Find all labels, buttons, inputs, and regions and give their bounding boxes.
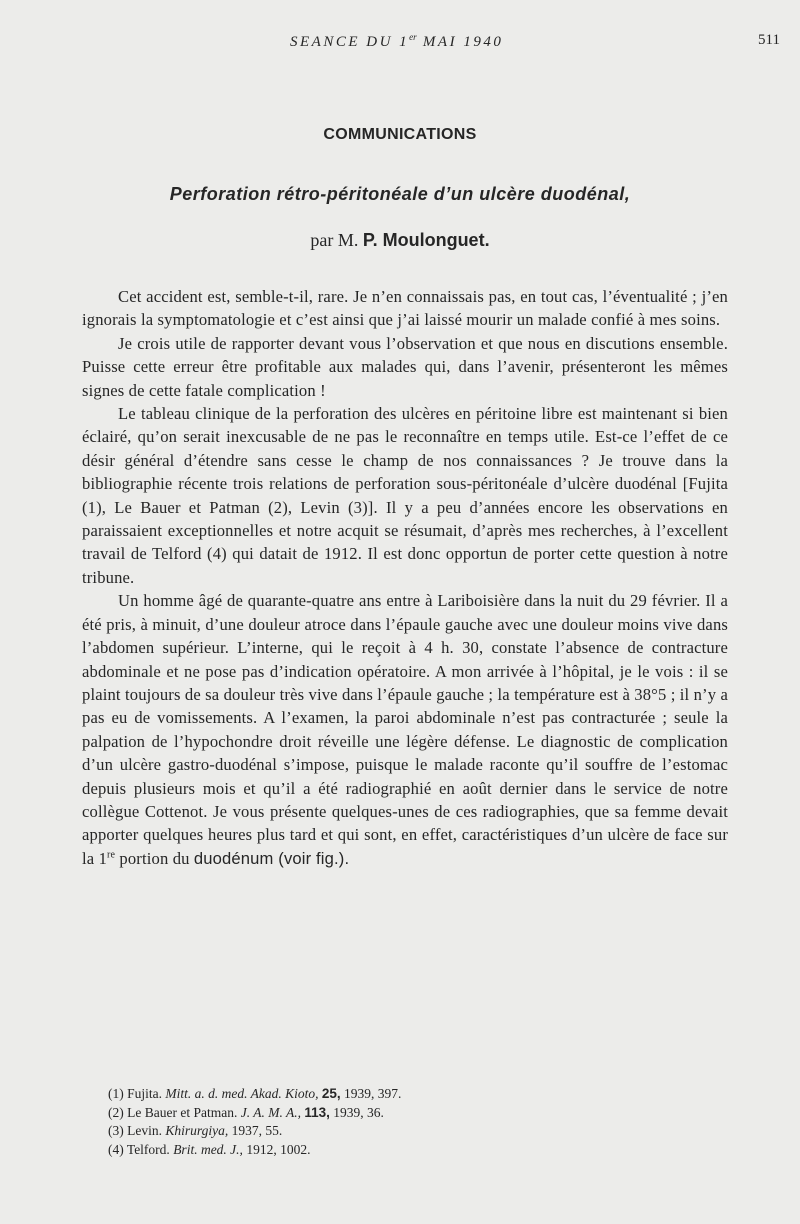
- paragraph-4: [82, 589, 728, 870]
- footnote-number: (4): [108, 1141, 124, 1157]
- running-header-title: [290, 32, 503, 51]
- paragraph-4-mid: portion du: [115, 848, 194, 868]
- footnote-number: (1): [108, 1086, 124, 1101]
- header-title-text: SEANCE DU 1: [290, 34, 410, 50]
- footnote-journal: J. A. M. A.,: [240, 1104, 301, 1120]
- footnote-3: [108, 1122, 708, 1141]
- footnote-journal: Khirurgiya,: [165, 1123, 229, 1138]
- footnote-2: [108, 1104, 708, 1123]
- footnote-author: Fujita.: [127, 1086, 163, 1101]
- paragraph-4-tail: duodénum (voir fig.).: [193, 848, 350, 868]
- paragraph-4-main: Un homme âgé de quarante-quatre ans entre à Lariboisière dans la nuit du 29 février. Il a été pris, à minuit, d’une douleur atroce dans l’épaule gauche avec une douleur moins vive dans l’abdomen supérieur. L’interne, qui le reçoit à 4 h. 30, constate l’absence de contracture abdominale et ne pose pas d’indication opératoire. A mon arrivée à l’hôpital, je le vois : il se plaint toujours de sa douleur très vive dans l’épaule gauche ; la température est à 38°5 ; il n’y a pas eu de vomissements. A l’examen, la paroi abdominale n’est pas contracturée ; seule la palpation de l’hypochondre droit réveille une légère défense. Le diagnostic de complication d’un ulcère gastro-duodénal s’impose, puisque le malade raconte qu’il souffre de l’estomac depuis plusieurs mois et qu’il a été radiographié en août dernier dans le service de notre collègue Cottenot. Je vous présente quelques-unes de ces radiographies, que sa femme devait apporter quelques heures plus tard et qui sont, en effet, caractéristiques d’un ulcère de face sur la 1: [82, 591, 728, 868]
- footnote-journal: Mitt. a. d. med. Akad. Kioto,: [165, 1086, 319, 1101]
- section-title: COMMUNICATIONS: [323, 126, 477, 143]
- footnote-number: (3): [108, 1123, 124, 1138]
- article-body: [82, 285, 728, 870]
- paragraph-4-superscript: re: [107, 849, 116, 861]
- footnote-author: Levin.: [127, 1123, 162, 1138]
- header-title-tail: MAI 1940: [416, 34, 504, 50]
- author-name: P. Moulonguet.: [362, 230, 490, 250]
- header-title-superscript: er: [409, 32, 417, 42]
- paragraph-3: Le tableau clinique de la perforation des ulcères en péritoine libre est maintenant si bien éclairé, qu’on serait inexcusable de ne pas le reconnaître en temps utile. Est-ce l’effet de ce désir général d’étendre sans cesse le champ de nos connaissances ? Je trouve dans la bibliographie récente trois relations de perforation sous-péritonéale d’ulcère duodénal [Fujita (1), Le Bauer et Patman (2), Levin (3)]. Il y a peu d’années encore les observations en paraissaient exceptionnelles et notre acquit se résumait, d’après mes recherches, à l’excellent travail de Telford (4) qui datait de 1912. Il est donc opportun de porter cette question à notre tribune.: [82, 404, 728, 587]
- footnote-year-page: 1912, 1002.: [246, 1141, 311, 1157]
- footnote-author: Telford.: [126, 1141, 170, 1157]
- page-number: 511: [758, 32, 780, 48]
- byline: [0, 230, 800, 251]
- footnote-4: [108, 1141, 708, 1160]
- running-header: [0, 32, 800, 56]
- byline-prefix: par M.: [310, 230, 359, 250]
- paragraph-2: Je crois utile de rapporter devant vous l’observation et que nous en discutions ensemble. Puisse cette erreur être profitable aux malades qui, dans l’avenir, présenteront les mêmes signes de cette fatale complication !: [82, 333, 728, 400]
- footnote-author: Le Bauer et Patman.: [127, 1104, 238, 1120]
- footnotes: [108, 1085, 708, 1159]
- footnote-volume: 25,: [321, 1086, 341, 1101]
- article-title: Perforation rétro-péritonéale d’un ulcère duodénal,: [169, 184, 631, 204]
- footnote-journal: Brit. med. J.,: [173, 1141, 243, 1157]
- footnote-year-page: 1939, 36.: [333, 1104, 384, 1120]
- footnote-year-page: 1937, 55.: [231, 1123, 283, 1138]
- paragraph-1: Cet accident est, semble-t-il, rare. Je n’en connaissais pas, en tout cas, l’éventualité ; j’en ignorais la symptomatologie et c’est ainsi que j’ai laissé mourir un malade confié à mes soins.: [82, 287, 728, 330]
- footnote-year-page: 1939, 397.: [344, 1086, 402, 1101]
- footnote-1: [108, 1085, 708, 1104]
- footnote-number: (2): [108, 1104, 124, 1120]
- footnote-volume: 113,: [304, 1104, 330, 1120]
